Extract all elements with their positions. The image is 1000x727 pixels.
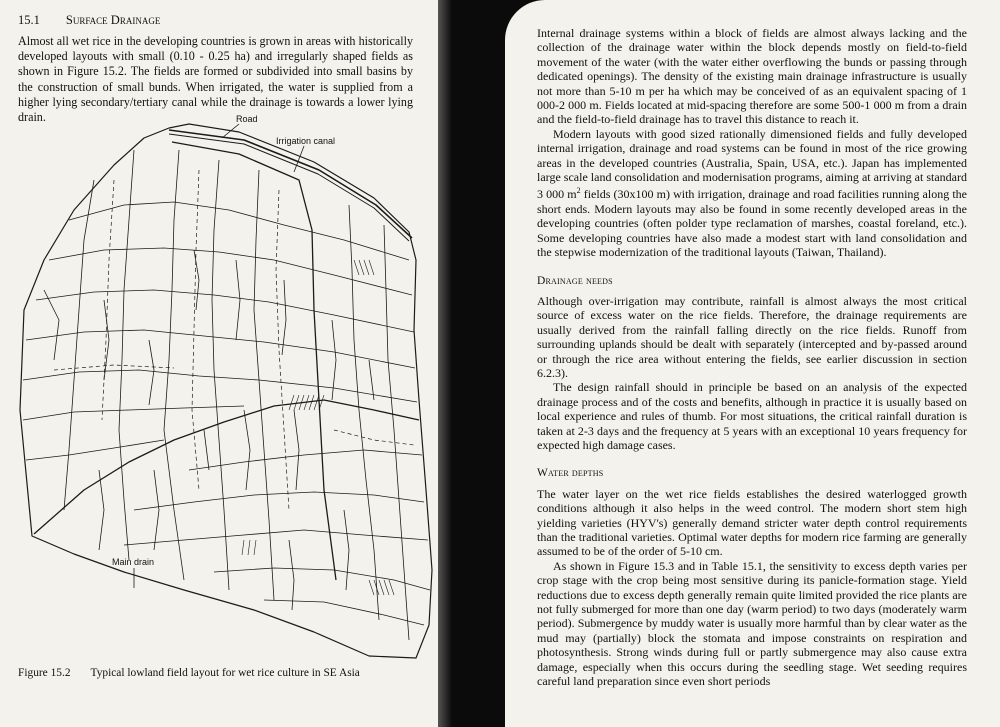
main-drain-line bbox=[34, 400, 419, 534]
figure-caption bbox=[18, 667, 360, 679]
paragraph-modern-layouts: Modern layouts with good sized rationally dimensioned fields and fully developed internal irrigation, drainage and road systems can be found in most of the rice growing areas in the developed countries (Australia, Spain, USA, etc.). Japan has implemented large scale land consolidation and modernisation programs, aiming at arriving at standard 3 000 $m^2$ fields (30x100 m) with irrigation, drainage and road facilities running along the short ends. Modern layouts may also be found in some recently developed areas in the developing countries (often polder type reclamation of marshes, coastal foreland, etc.). Some developing countries have also made a modest start with land consolidation and the stepwise modernization of the traditional layouts (Taiwan, Thailand). bbox=[537, 126, 967, 260]
section-number: 15.1 bbox=[18, 13, 40, 27]
road-label: Road bbox=[236, 114, 258, 124]
intro-paragraph: Almost all wet rice in the developing countries is grown in areas with historically developed layouts with small (0.10 - 0.25 ha) and irregularly shaped fields as shown in Figure 15.2. The fields are formed or subdivided into small basins by the construction of small bunds. When irrigated, the water is supplied from a higher lying secondary/tertiary canal while the drainage is towards a lower lying drain. bbox=[18, 34, 413, 125]
right-text-column bbox=[537, 26, 967, 688]
paragraph-design-rainfall: The design rainfall should in principle be based on an analysis of the expected drainage process and of the costs and benefits, although in practice it is usually based on local experience and rules of thumb. For most situations, the critical rainfall duration is taken at 2-3 days and the frequency at 5 years with an exceptional 10 years frequency for expected high damage cases. bbox=[537, 380, 967, 452]
figure-caption-text: Typical lowland field layout for wet rice culture in SE Asia bbox=[90, 667, 360, 679]
main-drain-label: Main drain bbox=[112, 557, 155, 567]
section-title: Surface Drainage bbox=[65, 13, 161, 27]
gutter-shadow-left bbox=[438, 0, 452, 727]
map-boundary bbox=[20, 124, 432, 658]
paragraph-water-layer: The water layer on the wet rice fields establishes the desired waterlogged growth conditions although it also helps in the weed control. The modern short stem high yielding varieties (HYV's) generally demand stricter water depth control requirements than the traditional varieties. Optimal water depths for modern rice farming are generally assumed to be of the order of 5-10 cm. bbox=[537, 486, 967, 559]
road-line bbox=[169, 130, 412, 238]
paragraph-rainfall: Although over-irrigation may contribute, rainfall is almost always the most critical source of excess water on the rice fields. Therefore, the drainage requirements are usually derived from the rainfall falling directly on the rice fields. Runoff from surrounding uplands should be dealt with separately (intercepted and by-passed around or through the rice area without entering the fields, see earlier discussion in section 6.2.3). bbox=[537, 293, 967, 380]
left-page bbox=[0, 0, 438, 727]
field-layout-map bbox=[14, 110, 434, 660]
right-page bbox=[505, 0, 1000, 727]
paragraph-internal-drainage: Internal drainage systems within a block of fields are almost always lacking and the collection of the drainage water within the block depends mostly on field-to-field movement of the water (with the water either overflowing the bunds or passing through dedicated openings). The density of the existing main drainage infrastructure is usually not more than 5-10 m per ha which may be conceived of as an equivalent spacing of 1 000-2 000 m. Fields located at mid-spacing therefore are some 500-1 000 m from a drain and the field-to-field drainage has to travel this distance to reach it. bbox=[537, 26, 967, 127]
irrigation-canal-label: Irrigation canal bbox=[276, 136, 336, 146]
irrigation-canal-line bbox=[172, 142, 336, 580]
figure-number: Figure 15.2 bbox=[18, 667, 71, 679]
heading-water-depths: Water depths bbox=[537, 467, 604, 480]
section-heading bbox=[18, 13, 160, 28]
heading-drainage-needs: Drainage needs bbox=[537, 274, 613, 287]
paragraph-sensitivity: As shown in Figure 15.3 and in Table 15.1, the sensitivity to excess depth varies per crop stage with the crop being most sensitive during its panicle-formation stage. Yield reductions due to excess depth generally remain quite limited provided the rice plants are not fully submerged for more than one day (warm period) to two days (moderately warm period). Submergence by muddy water is usually more harmful than by clear water as the mud may (partially) block the stomata and impose constraints on respiration and photosynthesis. Strong winds during full or partly submergence may also cause extra damage, especially when this occurs during the seedling stage. Wet seeding requires careful land preparation since even short periods bbox=[537, 558, 967, 689]
